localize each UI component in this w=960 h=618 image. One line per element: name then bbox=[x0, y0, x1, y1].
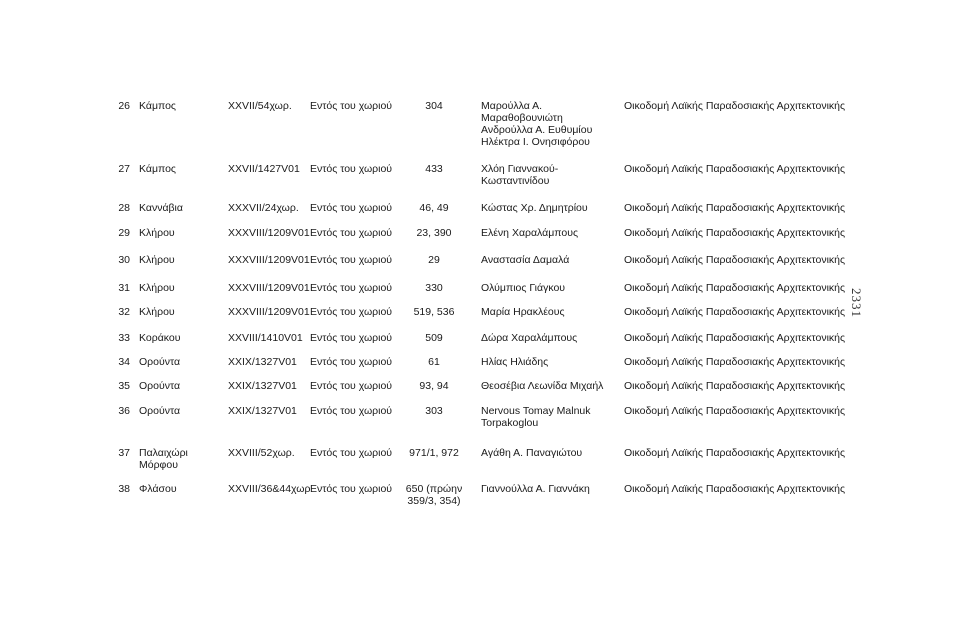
owner-name: Χλόη Γιαννακού- Κωσταντινίδου bbox=[481, 163, 559, 187]
owner-name: Nervous Tomay Malnuk Torpakoglou bbox=[481, 405, 591, 429]
area-name: Ορούντα bbox=[139, 380, 181, 392]
building-type: Οικοδομή Λαϊκής Παραδοσιακής Αρχιτεκτονικής bbox=[624, 447, 846, 459]
sheet-reference: XXVIII/1410V01 bbox=[228, 332, 303, 344]
row-number: 26 bbox=[118, 100, 130, 112]
owner-name: Μαρία Ηρακλέους bbox=[481, 306, 565, 318]
building-type: Οικοδομή Λαϊκής Παραδοσιακής Αρχιτεκτονικής bbox=[624, 227, 846, 239]
plot-number: 433 bbox=[425, 163, 443, 175]
area-name: Παλαιχώρι Μόρφου bbox=[139, 447, 188, 471]
location: Εντός του χωριού bbox=[310, 356, 393, 368]
plot-number: 46, 49 bbox=[419, 202, 449, 214]
building-type: Οικοδομή Λαϊκής Παραδοσιακής Αρχιτεκτονικής bbox=[624, 254, 846, 266]
owner-name: Ηλίας Ηλιάδης bbox=[481, 356, 549, 368]
owner-name: Θεοσέβια Λεωνίδα Μιχαήλ bbox=[481, 380, 604, 392]
plot-number: 971/1, 972 bbox=[409, 447, 459, 459]
area-name: Ορούντα bbox=[139, 356, 181, 368]
location: Εντός του χωριού bbox=[310, 227, 393, 239]
sheet-reference: XXVII/54χωρ. bbox=[228, 100, 292, 112]
sheet-reference: XXVIII/36&44χωρ bbox=[228, 483, 311, 495]
area-name: Κλήρου bbox=[139, 306, 175, 318]
building-type: Οικοδομή Λαϊκής Παραδοσιακής Αρχιτεκτονικής bbox=[624, 405, 846, 417]
area-name: Καννάβια bbox=[139, 202, 183, 214]
plot-number: 304 bbox=[425, 100, 443, 112]
building-type: Οικοδομή Λαϊκής Παραδοσιακής Αρχιτεκτονικής bbox=[624, 380, 846, 392]
sheet-reference: XXXVIII/1209V01 bbox=[228, 254, 310, 266]
sheet-reference: XXXVIII/1209V01 bbox=[228, 306, 310, 318]
building-type: Οικοδομή Λαϊκής Παραδοσιακής Αρχιτεκτονικής bbox=[624, 483, 846, 495]
area-name: Κλήρου bbox=[139, 282, 175, 294]
location: Εντός του χωριού bbox=[310, 447, 393, 459]
location: Εντός του χωριού bbox=[310, 282, 393, 294]
sheet-reference: XXVIII/52χωρ. bbox=[228, 447, 295, 459]
plot-number: 303 bbox=[425, 405, 443, 417]
row-number: 34 bbox=[118, 356, 130, 368]
location: Εντός του χωριού bbox=[310, 100, 393, 112]
plot-number: 23, 390 bbox=[416, 227, 452, 239]
owner-name: Μαρούλλα Α. Μαραθοβουνιώτη Ανδρούλλα Α. Ευθυμίου Ηλέκτρα Ι. Ονησιφόρου bbox=[481, 100, 593, 148]
owner-name: Κώστας Χρ. Δημητρίου bbox=[481, 202, 588, 214]
owner-name: Ολύμπιος Γιάγκου bbox=[481, 282, 566, 294]
plot-number: 650 (πρώην 359/3, 354) bbox=[405, 483, 463, 507]
area-name: Κάμπος bbox=[139, 100, 176, 112]
building-type: Οικοδομή Λαϊκής Παραδοσιακής Αρχιτεκτονικής bbox=[624, 332, 846, 344]
row-number: 27 bbox=[118, 163, 130, 175]
plot-number: 330 bbox=[425, 282, 443, 294]
sheet-reference: XXIX/1327V01 bbox=[228, 405, 297, 417]
sheet-reference: XXIX/1327V01 bbox=[228, 380, 297, 392]
row-number: 37 bbox=[118, 447, 130, 459]
plot-number: 519, 536 bbox=[413, 306, 455, 318]
building-type: Οικοδομή Λαϊκής Παραδοσιακής Αρχιτεκτονικής bbox=[624, 163, 846, 175]
owner-name: Αγάθη Α. Παναγιώτου bbox=[481, 447, 583, 459]
plot-number: 509 bbox=[425, 332, 443, 344]
area-name: Κλήρου bbox=[139, 227, 175, 239]
location: Εντός του χωριού bbox=[310, 483, 393, 495]
building-type: Οικοδομή Λαϊκής Παραδοσιακής Αρχιτεκτονικής bbox=[624, 202, 846, 214]
plot-number: 29 bbox=[428, 254, 440, 266]
row-number: 33 bbox=[118, 332, 130, 344]
building-type: Οικοδομή Λαϊκής Παραδοσιακής Αρχιτεκτονικής bbox=[624, 100, 846, 112]
area-name: Κάμπος bbox=[139, 163, 176, 175]
location: Εντός του χωριού bbox=[310, 332, 393, 344]
building-type: Οικοδομή Λαϊκής Παραδοσιακής Αρχιτεκτονικής bbox=[624, 282, 846, 294]
location: Εντός του χωριού bbox=[310, 163, 393, 175]
plot-number: 61 bbox=[428, 356, 440, 368]
sheet-reference: XXIX/1327V01 bbox=[228, 356, 297, 368]
row-number: 30 bbox=[118, 254, 130, 266]
page-stamp-number: 2331 bbox=[849, 288, 864, 318]
area-name: Κλήρου bbox=[139, 254, 175, 266]
location: Εντός του χωριού bbox=[310, 202, 393, 214]
owner-name: Γιαννούλλα Α. Γιαννάκη bbox=[481, 483, 590, 495]
building-type: Οικοδομή Λαϊκής Παραδοσιακής Αρχιτεκτονικής bbox=[624, 306, 846, 318]
row-number: 36 bbox=[118, 405, 130, 417]
area-name: Ορούντα bbox=[139, 405, 181, 417]
owner-name: Αναστασία Δαμαλά bbox=[481, 254, 570, 266]
owner-name: Ελένη Χαραλάμπους bbox=[481, 227, 579, 239]
location: Εντός του χωριού bbox=[310, 306, 393, 318]
plot-number: 93, 94 bbox=[419, 380, 449, 392]
location: Εντός του χωριού bbox=[310, 380, 393, 392]
location: Εντός του χωριού bbox=[310, 254, 393, 266]
row-number: 35 bbox=[118, 380, 130, 392]
row-number: 38 bbox=[118, 483, 130, 495]
sheet-reference: XXXVIII/1209V01 bbox=[228, 282, 310, 294]
area-name: Φλάσου bbox=[139, 483, 177, 495]
row-number: 32 bbox=[118, 306, 130, 318]
owner-name: Δώρα Χαραλάμπους bbox=[481, 332, 578, 344]
row-number: 29 bbox=[118, 227, 130, 239]
area-name: Κοράκου bbox=[139, 332, 181, 344]
building-type: Οικοδομή Λαϊκής Παραδοσιακής Αρχιτεκτονικής bbox=[624, 356, 846, 368]
row-number: 31 bbox=[118, 282, 130, 294]
sheet-reference: XXXVII/24χωρ. bbox=[228, 202, 299, 214]
sheet-reference: XXXVIII/1209V01 bbox=[228, 227, 310, 239]
row-number: 28 bbox=[118, 202, 130, 214]
sheet-reference: XXVII/1427V01 bbox=[228, 163, 300, 175]
location: Εντός του χωριού bbox=[310, 405, 393, 417]
